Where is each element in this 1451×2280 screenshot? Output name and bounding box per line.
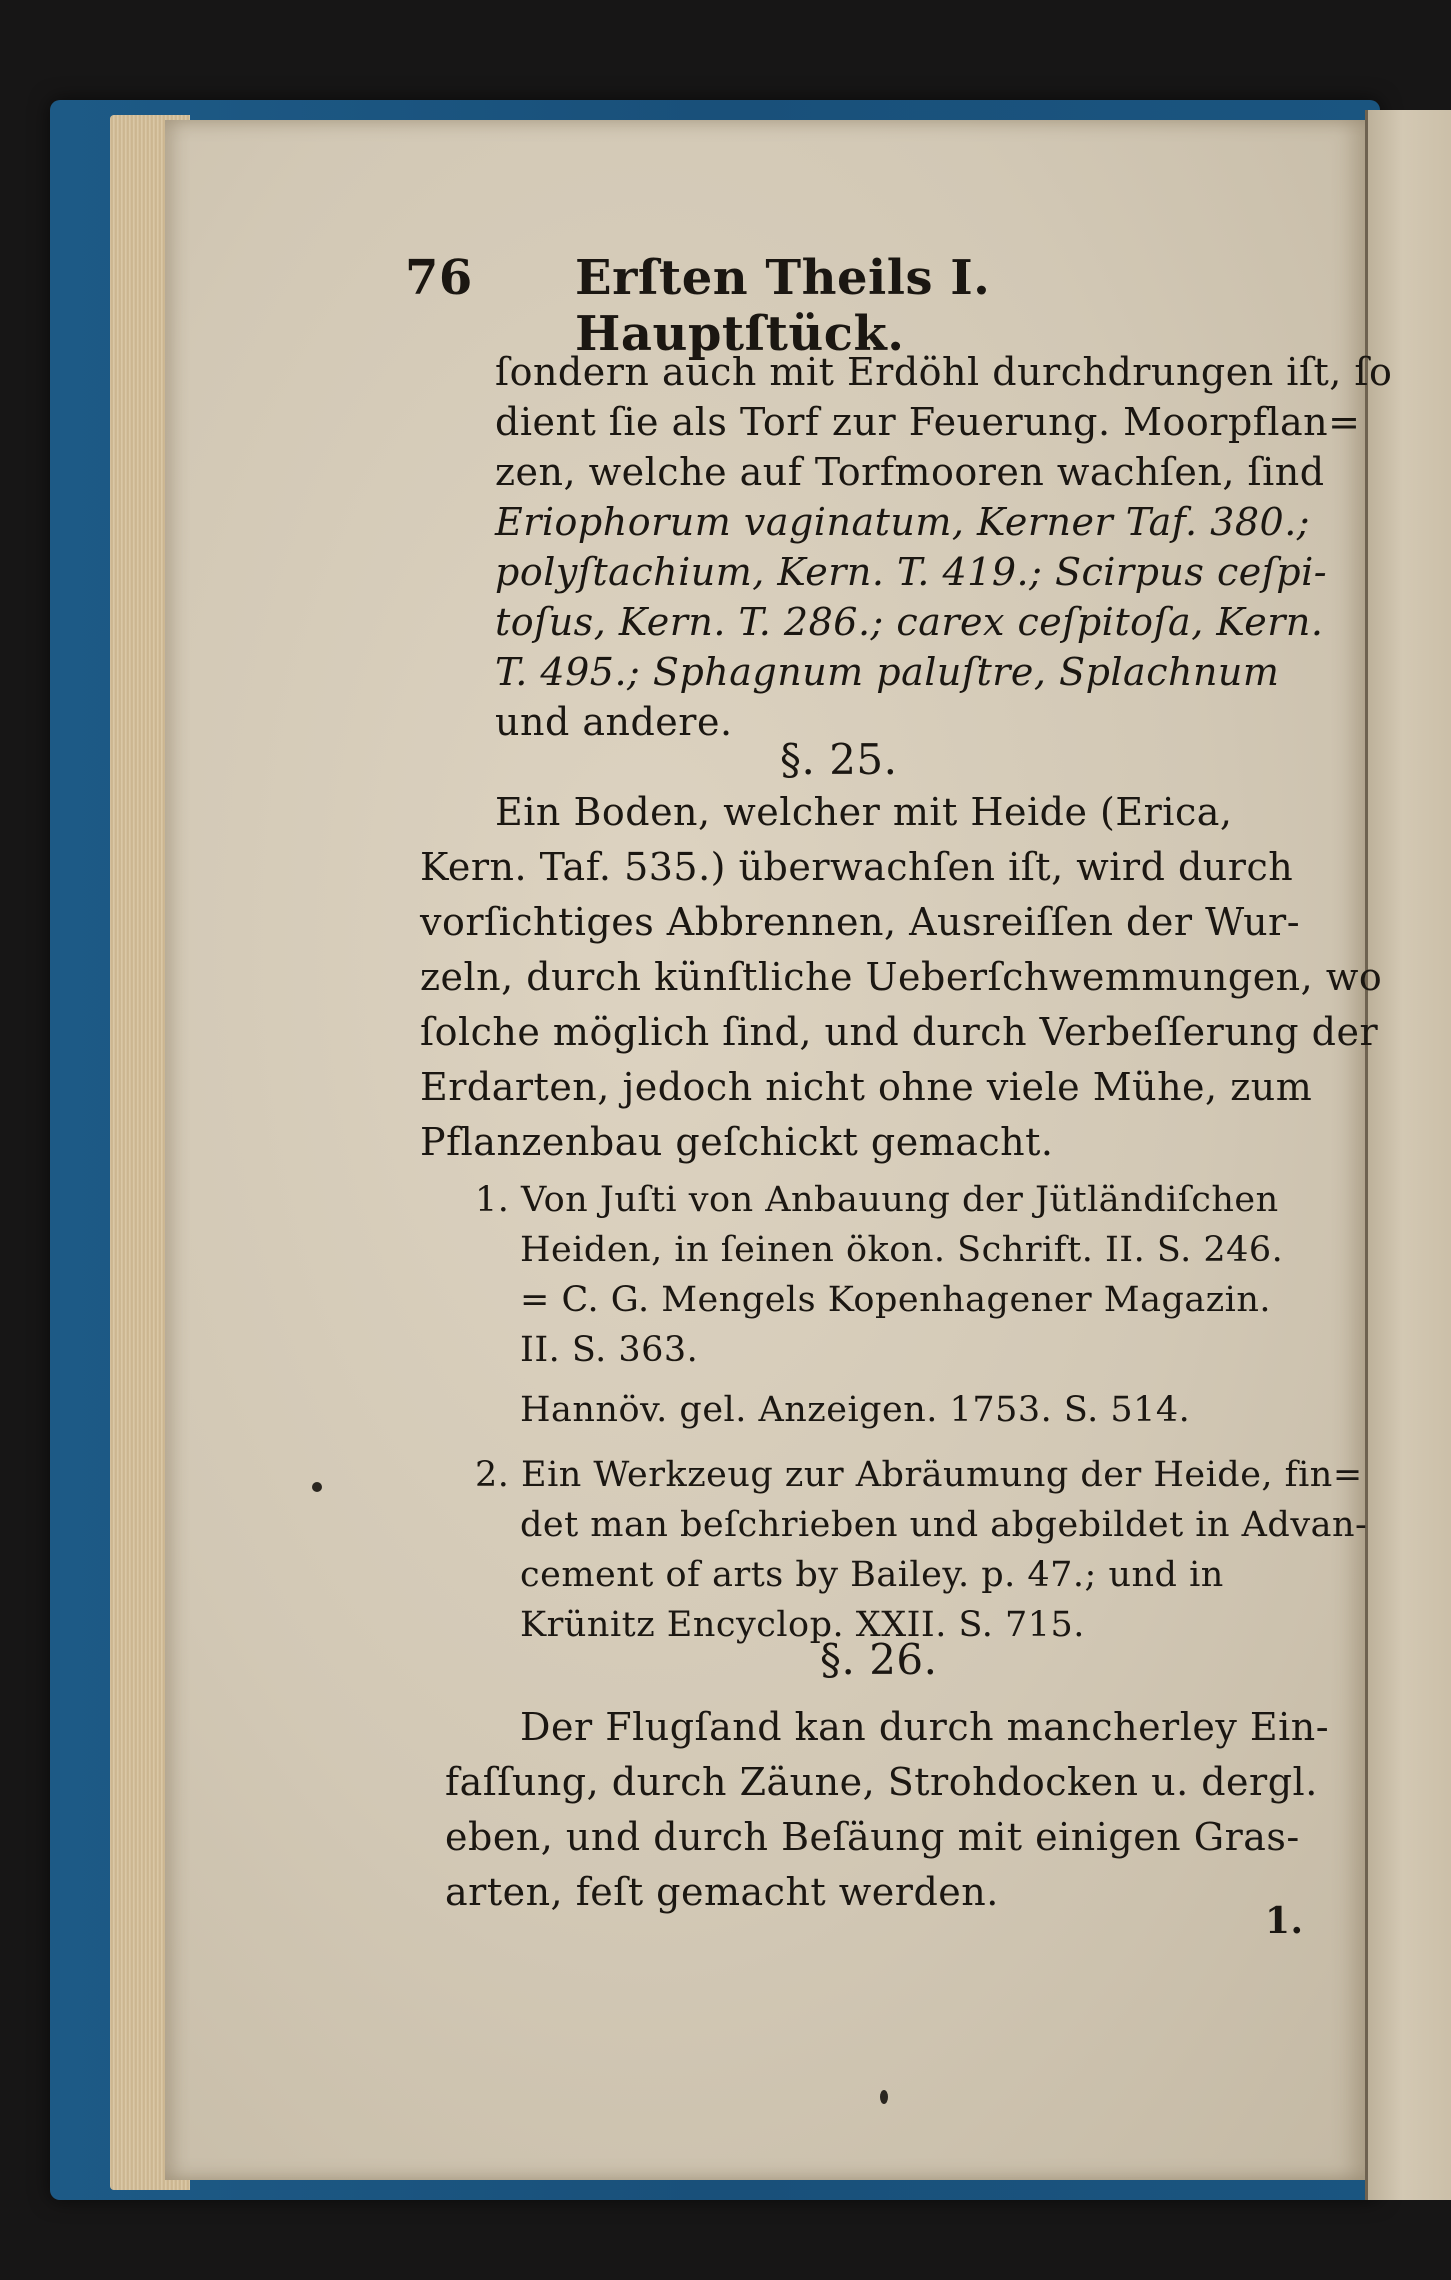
section-heading: §. 25. — [780, 735, 898, 784]
footnote-line: det man beſchrieben und abgebildet in Advan- — [520, 1505, 1368, 1545]
footnote-line: Krünitz Encyclop. XXII. S. 715. — [520, 1605, 1085, 1645]
catchword: 1. — [1265, 1900, 1304, 1942]
text-line: polyſtachium, Kern. T. 419.; Scirpus ceſpi- — [495, 550, 1328, 594]
text-line: ſolche möglich ſind, und durch Verbeſſerung der — [420, 1010, 1379, 1054]
text-line: Pflanzenbau geſchickt gemacht. — [420, 1120, 1054, 1164]
footnote-line: Hannöv. gel. Anzeigen. 1753. S. 514. — [520, 1390, 1191, 1430]
text-line: Ein Boden, welcher mit Heide (Erica, — [495, 790, 1233, 834]
footnote-line: 1. Von Juſti von Anbauung der Jütländiſchen — [475, 1180, 1279, 1220]
text-line: Der Flugſand kan durch mancherley Ein- — [520, 1705, 1330, 1749]
text-line: ſondern auch mit Erdöhl durchdrungen iſt, ſo — [495, 350, 1393, 394]
paper-speck — [312, 1482, 322, 1492]
facing-page-edge — [1365, 110, 1451, 2200]
page-number: 76 — [405, 250, 473, 306]
text-line: T. 495.; Sphagnum paluſtre, Splachnum — [495, 650, 1280, 694]
text-line: dient ſie als Torf zur Feuerung. Moorpflan= — [495, 400, 1361, 444]
text-line: zen, welche auf Torfmooren wachſen, ſind — [495, 450, 1325, 494]
text-line: faſſung, durch Zäune, Strohdocken u. dergl. — [445, 1760, 1318, 1804]
text-line: zeln, durch künſtliche Ueberſchwemmungen, wo — [420, 955, 1383, 999]
footnote-line: = C. G. Mengels Kopenhagener Magazin. — [520, 1280, 1272, 1320]
text-line: vorſichtiges Abbrennen, Ausreiſſen der Wur- — [420, 900, 1301, 944]
text-line: Eriophorum vaginatum, Kerner Taf. 380.; — [495, 500, 1311, 544]
text-line: eben, und durch Beſäung mit einigen Gras- — [445, 1815, 1300, 1859]
footnote-line: II. S. 363. — [520, 1330, 699, 1370]
running-header — [405, 250, 1105, 362]
section-heading: §. 26. — [820, 1635, 938, 1684]
footnote-line: cement of arts by Bailey. p. 47.; und in — [520, 1555, 1224, 1595]
text-line: arten, feſt gemacht werden. — [445, 1870, 999, 1914]
text-line: toſus, Kern. T. 286.; carex ceſpitoſa, Kern. — [495, 600, 1324, 644]
paper-speck — [880, 2090, 888, 2104]
footnote-line: 2. Ein Werkzeug zur Abräumung der Heide, fin= — [475, 1455, 1363, 1495]
text-line: Erdarten, jedoch nicht ohne viele Mühe, zum — [420, 1065, 1313, 1109]
text-line: Kern. Taf. 535.) überwachſen iſt, wird durch — [420, 845, 1294, 889]
footnote-line: Heiden, in ſeinen ökon. Schrift. II. S. 246. — [520, 1230, 1284, 1270]
running-title: Erſten Theils I. Hauptſtück. — [575, 250, 991, 362]
text-line: und andere. — [495, 700, 733, 744]
